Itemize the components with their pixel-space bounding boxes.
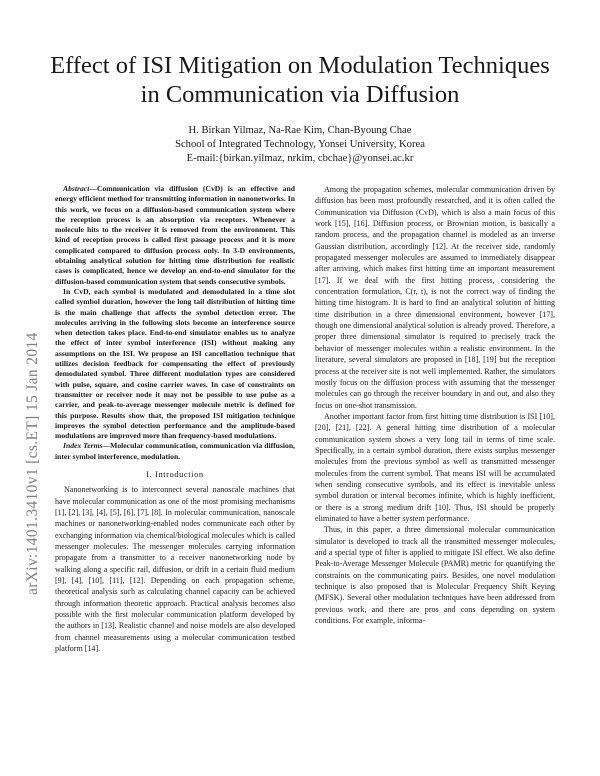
right-column xyxy=(315,184,555,626)
index-terms xyxy=(55,441,295,462)
abstract-paragraph-2: In CvD, each symbol is modulated and demodulated in a time slot called symbol duration, however the long tail distribution of hitting time is the main challenge that affects the symbol detection error. The molecules arriving in the following slots become an interference source when detection takes place. End-to-end simulator enables us to analyze the effect of inter symbol interference (ISI) without making any assumptions on the ISI. We propose an ISI cancellation technique that utilizes decision feedback for compensating the effect of previously demodulated symbol. Three different modulation types are considered with pulse, square, and cosine carrier waves. In case of constraints on transmitter or receiver node it may not be possible to use pulse as a carrier, and peak-to-average messenger molecule metric is defined for this purpose. Results show that, the proposed ISI mitigation technique improves the symbol detection performance and the amplitude-based modulations are improved more than frequency-based modulations. xyxy=(55,286,295,441)
index-terms-label: Index Terms xyxy=(63,441,103,451)
intro-paragraph-1: Nanonetworking is to interconnect several nanoscale machines that have molecular communication as one of the most promising mechanisms [1], [2], [3], [4], [5], [6], [7], [8]. In molecular communication, nanoscale machines or nanonetworking-enabled nodes communicate each other by exchanging information via chemical/biological molecules which is called messenger molecules. The messenger molecules carrying information propagate from a transmitter to a receiver nanonetworking node by walking along a specific rail, diffusion, or drift in a certain fluid medium [9], [4], [10], [11], [12]. Depending on each propagation scheme, theoretical analysis such as calculating channel capacity can be achieved through information theoretic approach. Practical analysis becomes also possible with the first molecular communication platform developed by the authors in [13]. Realistic channel and noise models are also developed from channel measurements using a molecular communication testbed platform [14]. xyxy=(55,485,295,654)
title-line-1: Effect of ISI Mitigation on Modulation Techniques xyxy=(50,52,550,79)
index-terms-text: —Molecular communication, communication via diffusion, inter symbol interference, modulation. xyxy=(55,441,295,461)
right-paragraph-1: Among the propagation schemes, molecular communication driven by diffusion has been most profoundly researched, and it is often called the Communication via Diffusion (CvD), which is also a main focus of this work [15], [16]. Diffusion process, or Brownian motion, is basically a random process, and the propagation channel is modeled as an inverse Gaussian distribution, accordingly [12]. At the receiver side, randomly propagated messenger molecules are assumed to immediately disappear after arriving, which makes first hitting time an important measurement [17]. If we deal with the first hitting process, considering the concentration formulation, C(r, t), is not the correct way of finding the hitting time histogram. It is hard to find an analytical solution of hitting time distribution in a three dimensional environment, however [17], though one dimensional analytical solution is already proved. Therefore, a proper three dimensional simulator is required to precisely track the behavior of messenger molecules within a realistic environment. In the literature, several simulators are proposed in [18], [19] but the reception process at the receiver site is not well implemented. Rather, the simulators mostly focus on the diffusion process with assuming that the messenger molecules can go through the receiver boundary in and out, and also they focus on one-shot transmission. xyxy=(315,185,555,410)
title-line-2: in Communication via Diffusion xyxy=(140,80,460,108)
right-paragraph-2: Another important factor from first hitting time distribution is ISI [10], [20], [21], [22]. A general hitting time distribution of a molecular communication system shows a very long tail in terms of time scale. Specifically, in a certain symbol duration, there exists surplus messenger molecules from the previous symbol as well as transmitted messenger molecules from the current symbol. That means ISI will be accumulated when sending consecutive symbols, and its effect is inevitable unless symbol duration or interval becomes infinite, which is highly inefficient, or there is a strong medium drift [10]. Thus, ISI should be properly eliminated to have a better system performance. xyxy=(315,411,555,523)
right-paragraph-3: Thus, in this paper, a three dimensional molecular communication simulator is developed to track all the transmitted messenger molecules, and a special type of filter is applied to mitigate ISI effect. We also define Peak-to-Average Messenger Molecule (PAMR) metric for quantifying the constraints on the communicating pairs. Besides, one novel modulation technique is also proposed that is Molecular Frequency Shift Keying (MFSK). Several other modulation techniques have been addressed from previous work, and there are pros and cons depending on system conditions. For example, informa- xyxy=(315,525,555,626)
affiliation: School of Integrated Technology, Yonsei University, Korea xyxy=(175,139,425,150)
abstract-text-1: —Communication via diffusion (CvD) is an effective and energy efficient method for transmitting information in nanonetworks. In this work, we focus on a diffusion-based communication system where the reception process is an absorption via receptors. Whenever a molecule hits to the receiver it is removed from the environment. This kind of reception process is called first passage process and it is more complicated compared to diffusion process only. In 3-D environments, obtaining analytical solution for hitting time distribution for realistic cases is complicated, hence we develop an end-to-end simulator for the diffusion-based communication system that sends consecutive symbols. xyxy=(55,184,295,286)
abstract-label: Abstract xyxy=(63,184,90,193)
abstract-paragraph-1 xyxy=(55,184,295,287)
email: E-mail:{birkan.yilmaz, nrkim, cbchae}@yonsei.ac.kr xyxy=(186,153,414,164)
left-column xyxy=(55,184,295,655)
arxiv-identifier-text: arXiv:1401.3410v1 [cs.ET] 15 Jan 2014 xyxy=(24,332,41,595)
section-heading-introduction: I. Introduction xyxy=(146,470,204,480)
paper-title xyxy=(40,52,560,109)
author-block xyxy=(40,124,560,166)
author-names: H. Birkan Yilmaz, Na-Rae Kim, Chan-Byoung Chae xyxy=(188,125,412,136)
